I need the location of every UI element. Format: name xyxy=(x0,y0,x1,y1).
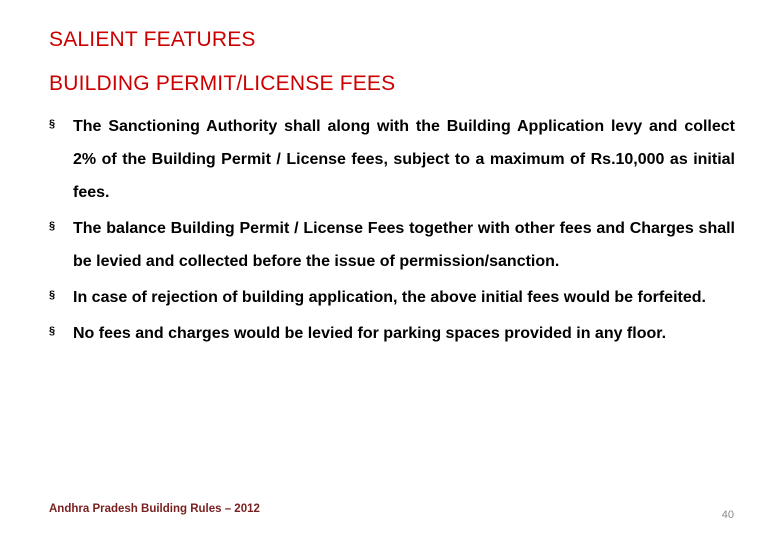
bullet-marker-icon: § xyxy=(49,118,56,130)
page-number: 40 xyxy=(721,509,734,521)
slide-title: SALIENT FEATURES xyxy=(49,28,256,51)
slide-subtitle: BUILDING PERMIT/LICENSE FEES xyxy=(49,72,396,95)
bullet-text: No fees and charges would be levied for parking spaces provided in any floor. xyxy=(73,325,667,342)
bullet-text: The Sanctioning Authority shall along with the Building Application levy and collect 2% of the Building Permit / License fees, subject to a maximum of Rs.10,000 as initial fees. xyxy=(73,118,735,201)
bullet-item xyxy=(49,212,735,278)
bullet-item xyxy=(49,110,735,209)
footer-source: Andhra Pradesh Building Rules – 2012 xyxy=(49,503,260,515)
bullet-text: The balance Building Permit / License Fees together with other fees and Charges shall be levied and collected before the issue of permission/sanction. xyxy=(73,220,735,270)
bullet-marker-icon: § xyxy=(49,220,56,232)
bullet-list xyxy=(49,110,735,353)
bullet-marker-icon: § xyxy=(49,325,56,337)
bullet-text: In case of rejection of building application, the above initial fees would be forfeited. xyxy=(73,289,706,306)
bullet-item xyxy=(49,281,735,314)
bullet-marker-icon: § xyxy=(49,289,56,301)
bullet-item xyxy=(49,317,735,350)
